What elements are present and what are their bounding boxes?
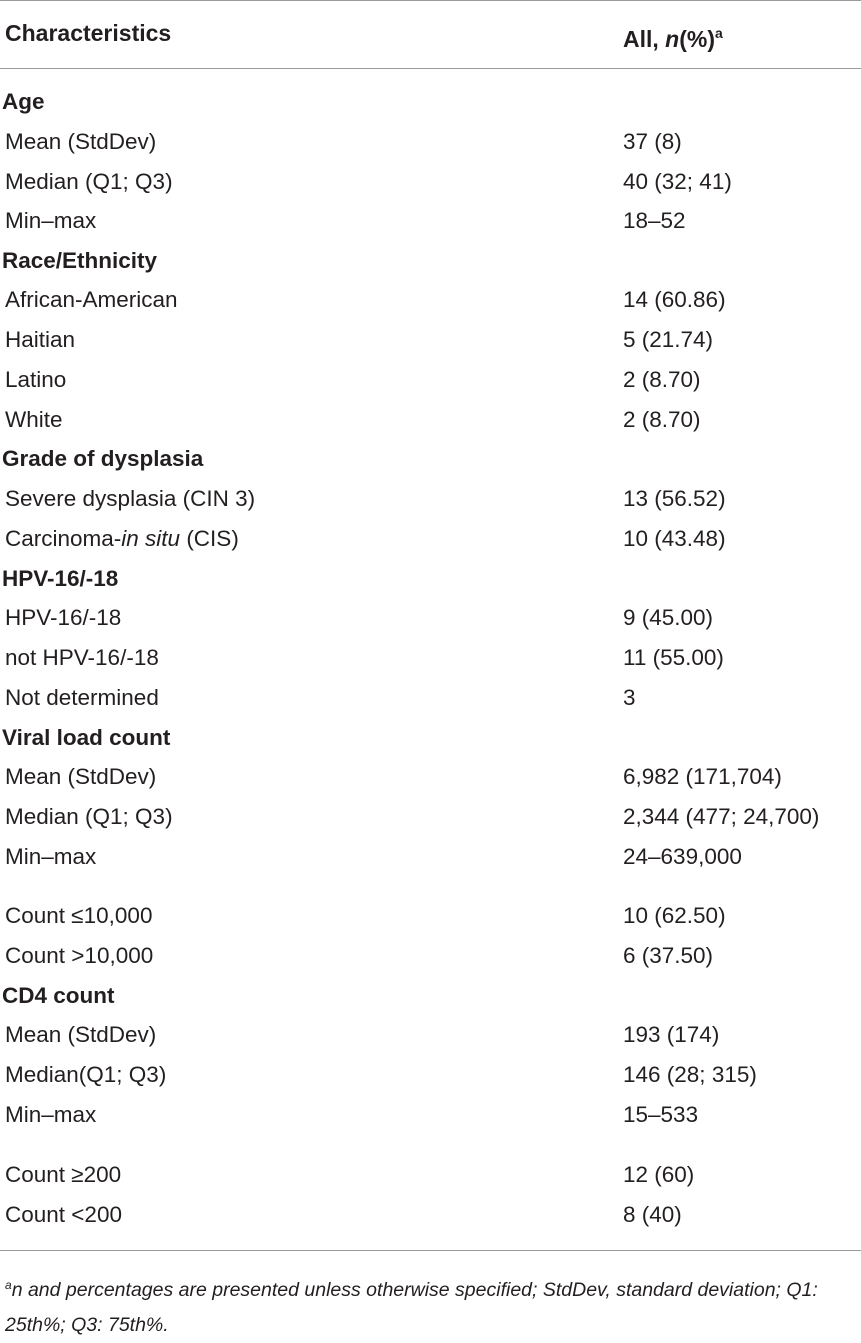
header-footnote-mark: a <box>715 25 723 41</box>
section-label: HPV-16/-18 <box>2 566 119 591</box>
row-label: Mean (StdDev) <box>5 129 157 154</box>
row-label: Min–max <box>5 1102 97 1127</box>
table-row <box>0 1195 861 1235</box>
row-label: White <box>5 407 63 432</box>
row-label: Mean (StdDev) <box>5 764 157 789</box>
row-label-pre: Carcinoma- <box>5 526 122 551</box>
row-value: 9 (45.00) <box>623 605 714 630</box>
row-label: African-American <box>5 287 178 312</box>
table-row <box>0 757 861 797</box>
table-row <box>0 1155 861 1195</box>
header-all-n: n <box>665 26 680 52</box>
row-value: 5 (21.74) <box>623 327 714 352</box>
section-row <box>0 976 861 1016</box>
row-label: Count ≤10,000 <box>5 903 153 928</box>
table-row <box>0 797 861 837</box>
row-value: 10 (62.50) <box>623 903 726 928</box>
section-label: CD4 count <box>2 983 115 1008</box>
table-row <box>0 678 861 718</box>
row-value: 3 <box>623 685 636 710</box>
row-label-italic: in situ <box>121 526 181 551</box>
table-row <box>0 638 861 678</box>
table-row <box>0 936 861 976</box>
row-value: 15–533 <box>623 1102 699 1127</box>
header-rule <box>0 68 861 69</box>
section-label: Grade of dysplasia <box>2 446 204 471</box>
row-label: Median (Q1; Q3) <box>5 169 173 194</box>
row-label: Haitian <box>5 327 76 352</box>
section-row <box>0 241 861 281</box>
table-row <box>0 896 861 936</box>
table-row <box>0 320 861 360</box>
row-label: Median (Q1; Q3) <box>5 804 173 829</box>
header-all-prefix: All, <box>623 26 666 52</box>
row-value: 2,344 (477; 24,700) <box>623 804 820 829</box>
row-value: 13 (56.52) <box>623 486 726 511</box>
row-label <box>5 519 239 559</box>
top-rule <box>0 0 861 1</box>
section-label: Viral load count <box>2 725 171 750</box>
table-row <box>0 280 861 320</box>
row-label: Mean (StdDev) <box>5 1022 157 1047</box>
bottom-rule <box>0 1250 861 1251</box>
row-label: Not determined <box>5 685 159 710</box>
footnote <box>5 1268 855 1343</box>
table-row <box>0 400 861 440</box>
row-value: 18–52 <box>623 208 686 233</box>
table-row <box>0 1055 861 1095</box>
table-row <box>0 837 861 877</box>
row-label: HPV-16/-18 <box>5 605 122 630</box>
row-label: not HPV-16/-18 <box>5 645 159 670</box>
row-value: 2 (8.70) <box>623 367 701 392</box>
row-label: Min–max <box>5 208 97 233</box>
table-row <box>0 201 861 241</box>
footnote-mark: a <box>5 1278 12 1292</box>
row-label: Count >10,000 <box>5 943 154 968</box>
section-row <box>0 718 861 758</box>
table-row <box>0 162 861 202</box>
row-value: 37 (8) <box>623 129 682 154</box>
row-value: 2 (8.70) <box>623 407 701 432</box>
section-label: Race/Ethnicity <box>2 248 158 273</box>
row-value: 193 (174) <box>623 1022 720 1047</box>
row-value: 12 (60) <box>623 1162 695 1187</box>
table-row <box>0 479 861 519</box>
row-label-post: (CIS) <box>180 526 239 551</box>
row-label: Min–max <box>5 844 97 869</box>
row-label: Median(Q1; Q3) <box>5 1062 167 1087</box>
table-row <box>0 122 861 162</box>
row-value: 11 (55.00) <box>623 645 724 670</box>
row-value: 6 (37.50) <box>623 943 714 968</box>
footnote-text: n and percentages are presented unless otherwise specified; StdDev, standard deviation; Q1: 25th%; Q3: 75th%. <box>5 1279 818 1336</box>
row-label: Severe dysplasia (CIN 3) <box>5 486 256 511</box>
row-value: 40 (32; 41) <box>623 169 732 194</box>
row-value: 14 (60.86) <box>623 287 726 312</box>
section-row <box>0 559 861 599</box>
section-row <box>0 439 861 479</box>
row-value: 8 (40) <box>623 1202 682 1227</box>
row-label: Latino <box>5 367 67 392</box>
section-row <box>0 82 861 122</box>
header-all <box>623 18 723 54</box>
row-label: Count ≥200 <box>5 1162 122 1187</box>
row-value: 146 (28; 315) <box>623 1062 757 1087</box>
row-value: 24–639,000 <box>623 844 742 869</box>
header-all-suffix: (%) <box>679 26 716 52</box>
table-row <box>0 519 861 559</box>
row-value: 6,982 (171,704) <box>623 764 782 789</box>
table-row <box>0 360 861 400</box>
section-label: Age <box>2 89 45 114</box>
table-row <box>0 1015 861 1055</box>
row-label: Count <200 <box>5 1202 122 1227</box>
table-row <box>0 1095 861 1135</box>
header-characteristics: Characteristics <box>5 20 172 46</box>
row-value: 10 (43.48) <box>623 526 726 551</box>
table-row <box>0 598 861 638</box>
